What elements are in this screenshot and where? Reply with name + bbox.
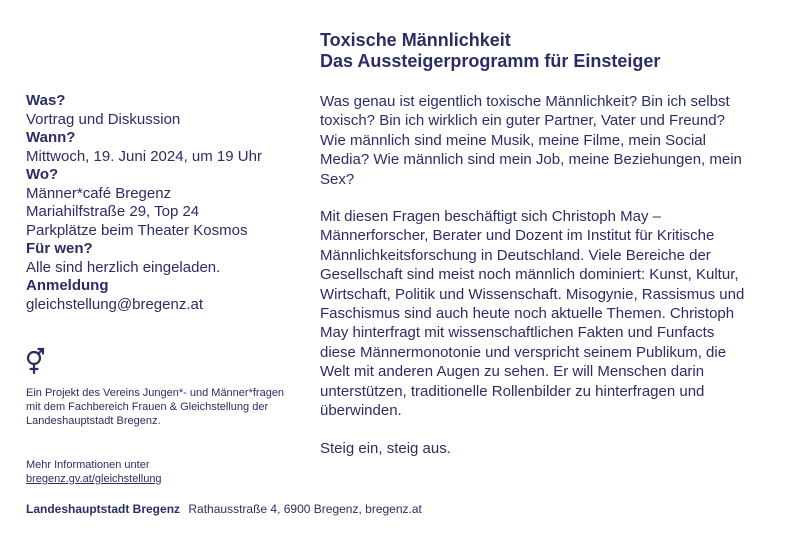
- when-label: Wann?: [26, 129, 76, 146]
- where-address: Mariahilfstraße 29, Top 24: [26, 203, 200, 220]
- more-info-label: Mehr Informationen unter: [26, 459, 150, 471]
- footer-name: Landeshauptstadt Bregenz: [26, 502, 181, 516]
- footer-address: Rathausstraße 4, 6900 Bregenz, bregenz.at: [188, 502, 422, 516]
- where-label: Wo?: [26, 166, 59, 183]
- project-note: Ein Projekt des Vereins Jungen*- und Männer*fragen mit dem Fachbereich Frauen & Gleichstellung der Landeshauptstadt Bregenz.: [26, 387, 285, 427]
- gender-symbol-icon: [24, 345, 48, 375]
- more-info: [26, 458, 286, 486]
- where-venue: Männer*café Bregenz: [26, 184, 172, 202]
- what-value: Vortrag und Diskussion: [26, 110, 181, 128]
- where-parking: Parkplätze beim Theater Kosmos: [26, 221, 248, 239]
- body-paragraph: Mit diesen Fragen beschäftigt sich Christoph May – Männerforscher, Berater und Dozent im Institut für Kritische Männlichkeitsforschung in Deutschland. Viele Bereiche der Gesellschaft sind meist noch männlich dominiert: Kunst, Kultur, Wirtschaft, Politik und Wissenschaft. Misogynie, Rassismus und Faschismus sind auch heute noch aktuelle Themen. Christoph May hinterfragt mit wissenschaftlichen Fakten und Funfacts diese Männermonotonie und verspricht seinem Publikum, die Welt mit anderen Augen zu sehen. Er will Menschen darin unterstützen, traditionelle Rollenbilder zu hinterfragen und überwinden.: [320, 208, 745, 420]
- more-info-link[interactable]: bregenz.gv.at/gleichstellung: [26, 473, 162, 485]
- audience-label: Für wen?: [26, 240, 93, 257]
- title-line-2: Das Aussteigerprogramm für Einsteiger: [320, 51, 661, 71]
- intro-paragraph: Was genau ist eigentlich toxische Männlichkeit? Bin ich selbst toxisch? Bin ich wirklich ein guter Partner, Vater und Freund? Wie männlich sind meine Musik, meine Filme, mein Social Media? Wie männlich sind mein Job, meine Beziehungen, mein Sex?: [320, 93, 742, 188]
- footer: [26, 502, 422, 517]
- registration-label: Anmeldung: [26, 277, 109, 294]
- title-line-1: Toxische Männlichkeit: [320, 30, 511, 50]
- closing-paragraph: Steig ein, steig aus.: [320, 439, 451, 457]
- event-info: [26, 92, 276, 314]
- audience-value: Alle sind herzlich eingeladen.: [26, 258, 221, 276]
- main-content: [320, 30, 750, 458]
- when-value: Mittwoch, 19. Juni 2024, um 19 Uhr: [26, 147, 262, 165]
- what-label: Was?: [26, 92, 66, 109]
- registration-email[interactable]: gleichstellung@bregenz.at: [26, 295, 204, 313]
